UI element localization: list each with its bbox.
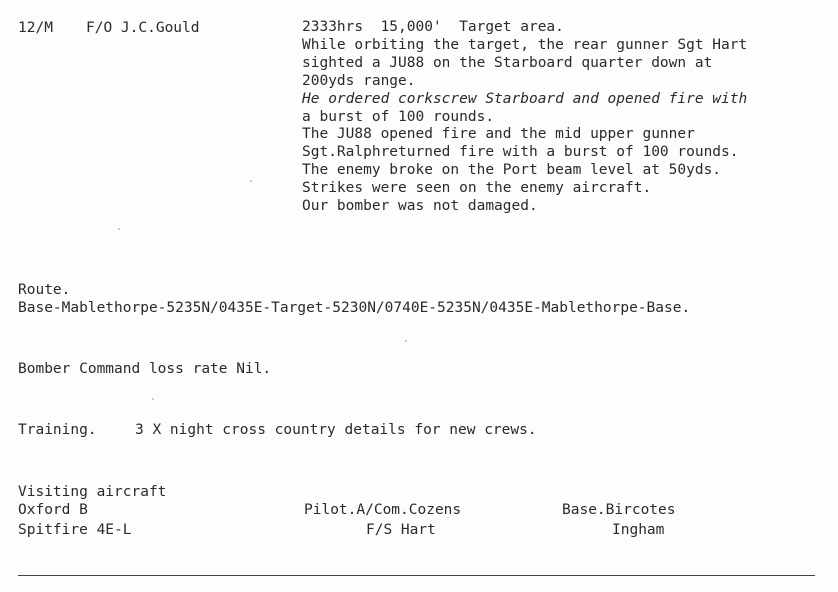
visiting-aircraft-pilot: Pilot.A/Com.Cozens xyxy=(304,502,462,518)
narrative-line: Sgt.Ralphreturned fire with a burst of 100 rounds. xyxy=(302,144,739,161)
combat-narrative xyxy=(302,19,822,216)
narrative-line: Our bomber was not damaged. xyxy=(302,198,538,215)
route-label: Route. xyxy=(18,282,71,298)
visiting-aircraft-base: Ingham xyxy=(612,522,665,538)
visiting-aircraft-heading: Visiting aircraft xyxy=(18,484,167,500)
paper-speck xyxy=(152,398,154,400)
narrative-line: sighted a JU88 on the Starboard quarter down at xyxy=(302,54,713,71)
narrative-line: The enemy broke on the Port beam level at 50yds. xyxy=(302,162,722,179)
visiting-aircraft-name: Oxford B xyxy=(18,502,88,518)
narrative-line: 200yds range. xyxy=(302,72,416,89)
narrative-line: The JU88 opened fire and the mid upper gunner xyxy=(302,126,695,143)
visiting-aircraft-base: Base.Bircotes xyxy=(562,502,676,518)
paper-speck xyxy=(405,340,407,342)
narrative-line: He ordered corkscrew Starboard and opened fire with xyxy=(302,90,748,107)
paper-speck xyxy=(250,180,252,182)
paper-speck xyxy=(118,228,120,230)
narrative-line: While orbiting the target, the rear gunner Sgt Hart xyxy=(302,36,748,53)
route-text: Base-Mablethorpe-5235N/0435E-Target-5230N/0740E-5235N/0435E-Mablethorpe-Base. xyxy=(18,300,691,316)
training-label: Training. xyxy=(18,422,97,438)
entry-id: 12/M xyxy=(18,20,53,36)
bottom-divider xyxy=(18,575,815,576)
narrative-line: a burst of 100 rounds. xyxy=(302,108,495,125)
narrative-line: Strikes were seen on the enemy aircraft. xyxy=(302,180,652,197)
entry-officer: F/O J.C.Gould xyxy=(86,20,200,36)
narrative-line: 2333hrs 15,000' Target area. xyxy=(302,19,564,35)
visiting-aircraft-pilot: F/S Hart xyxy=(366,522,436,538)
loss-rate-text: Bomber Command loss rate Nil. xyxy=(18,361,272,377)
visiting-aircraft-name: Spitfire 4E-L xyxy=(18,522,132,538)
training-text: 3 X night cross country details for new crews. xyxy=(135,422,537,438)
